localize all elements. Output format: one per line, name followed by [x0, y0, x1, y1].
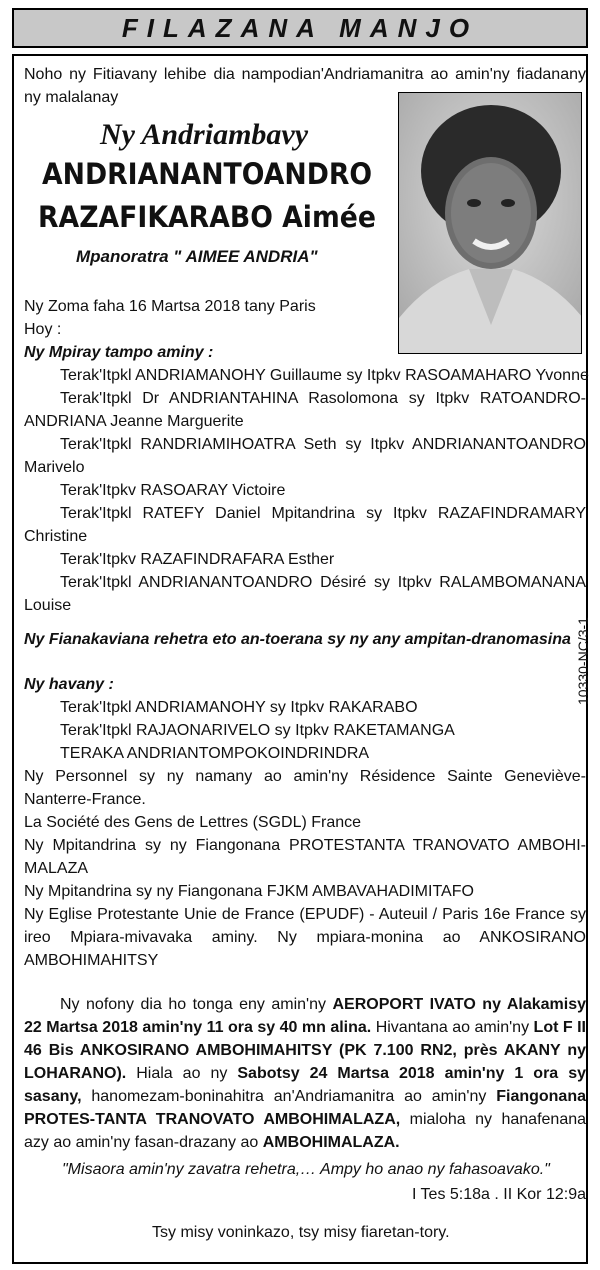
family-line: Ny Fianakaviana rehetra eto an-toerana sy ny any ampitan-dranomasina [24, 631, 571, 648]
siblings-heading: Ny Mpiray tampo aminy : [24, 344, 214, 361]
pen-name: Mpanoratra " AIMEE ANDRIA" [76, 247, 318, 266]
intro-text: Noho ny Fitiavany lehibe dia nampodian'Andriamanitra ao amin'ny fiadanany ny malalanay [24, 66, 586, 106]
relatives-heading: Ny havany : [24, 676, 114, 693]
deceased-name-line2: RAZAFIKARABO Aimée [38, 200, 376, 234]
sibling-entry: Terak'Itpkv RAZAFINDRAFARA Esther [60, 551, 335, 568]
ad-reference-code: 10330-NC/3-1 [575, 617, 591, 705]
scripture-reference: I Tes 5:18a . II Kor 12:9a [411, 1186, 586, 1203]
hoy-label: Hoy : [24, 321, 62, 338]
other-mourners-line: Ny Eglise Protestante Unie de France (EPUDF) - Auteuil / Paris 16e France sy ireo Mpiara-mivavaka aminy. Ny mpiara-monina ao ANKOSIRANO AMBOHIMAHITSY [24, 906, 586, 969]
sibling-entry: Terak'Itpkl RATEFY Daniel Mpitandrina sy Itpkv RAZAFINDRAMARY Christine [24, 505, 586, 545]
portrait-image [399, 93, 582, 354]
relative-entry: Terak'Itpkl RAJAONARIVELO sy Itpkv RAKETAMANGA [60, 722, 455, 739]
death-notice: Ny Zoma faha 16 Martsa 2018 tany Paris [24, 298, 316, 315]
relative-entry: TERAKA ANDRIANTOMPOKOINDRINDRA [60, 745, 370, 762]
sibling-entry: Terak'Itpkl ANDRIANANTOANDRO Désiré sy Itpkv RALAMBOMANANA Louise [24, 574, 586, 614]
other-mourners-line: Ny Mpitandrina sy ny Fiangonana PROTESTANTA TRANOVATO AMBOHI-MALAZA [24, 837, 586, 877]
scripture-quote: "Misaora amin'ny zavatra rehetra,… Ampy ho anao ny fahasoavako." [62, 1161, 550, 1178]
sibling-entry: Terak'Itpkl ANDRIAMANOHY Guillaume sy Itpkv RASOAMAHARO Yvonne [60, 367, 589, 384]
other-mourners-line: La Société des Gens de Lettres (SGDL) France [24, 814, 362, 831]
closing-note: Tsy misy voninkazo, tsy misy fiaretan-tory. [152, 1224, 450, 1241]
deceased-name-line1: ANDRIANANTOANDRO [42, 157, 373, 191]
other-mourners-line: Ny Mpitandrina sy ny Fiangonana FJKM AMBAVAHADIMITAFO [24, 883, 474, 900]
sibling-entry: Terak'Itpkl RANDRIAMIHOATRA Seth sy Itpkv ANDRIANANTOANDRO Marivelo [24, 436, 586, 476]
sibling-entry: Terak'Itpkv RASOARAY Victoire [60, 482, 286, 499]
funeral-details: Ny nofony dia ho tonga eny amin'ny AEROPORT IVATO ny Alakamisy 22 Martsa 2018 amin'ny 11 ora sy 40 mn alina. Hivantana ao amin'ny Lot F II 46 Bis ANKOSIRANO AMBOHIMAHITSY (PK 7.100 RN2, près AKANY ny LOHARANO). Hiala ao ny Sabotsy 24 Martsa 2018 amin'ny 1 ora sy sasany, hanomezam-boninahitra an'Andriamanitra ao amin'ny Fiangonana PROTES-TANTA TRANOVATO AMBOHIMALAZA, mialoha ny hanafenana azy ao amin'ny fasan-drazany ao AMBOHIMALAZA. [24, 996, 587, 1151]
sibling-entry: Terak'Itpkl Dr ANDRIANTAHINA Rasolomona sy Itpkv RATOANDRO-ANDRIANA Jeanne Marguerite [24, 390, 586, 430]
honorific: Ny Andriambavy [100, 118, 309, 151]
notice-header [12, 8, 588, 48]
relative-entry: Terak'Itpkl ANDRIAMANOHY sy Itpkv RAKARABO [60, 699, 418, 716]
deceased-photo [398, 92, 582, 354]
notice-title: FILAZANA MANJO [121, 12, 479, 43]
other-mourners-line: Ny Personnel sy ny namany ao amin'ny Résidence Sainte Geneviève-Nanterre-France. [24, 768, 586, 808]
